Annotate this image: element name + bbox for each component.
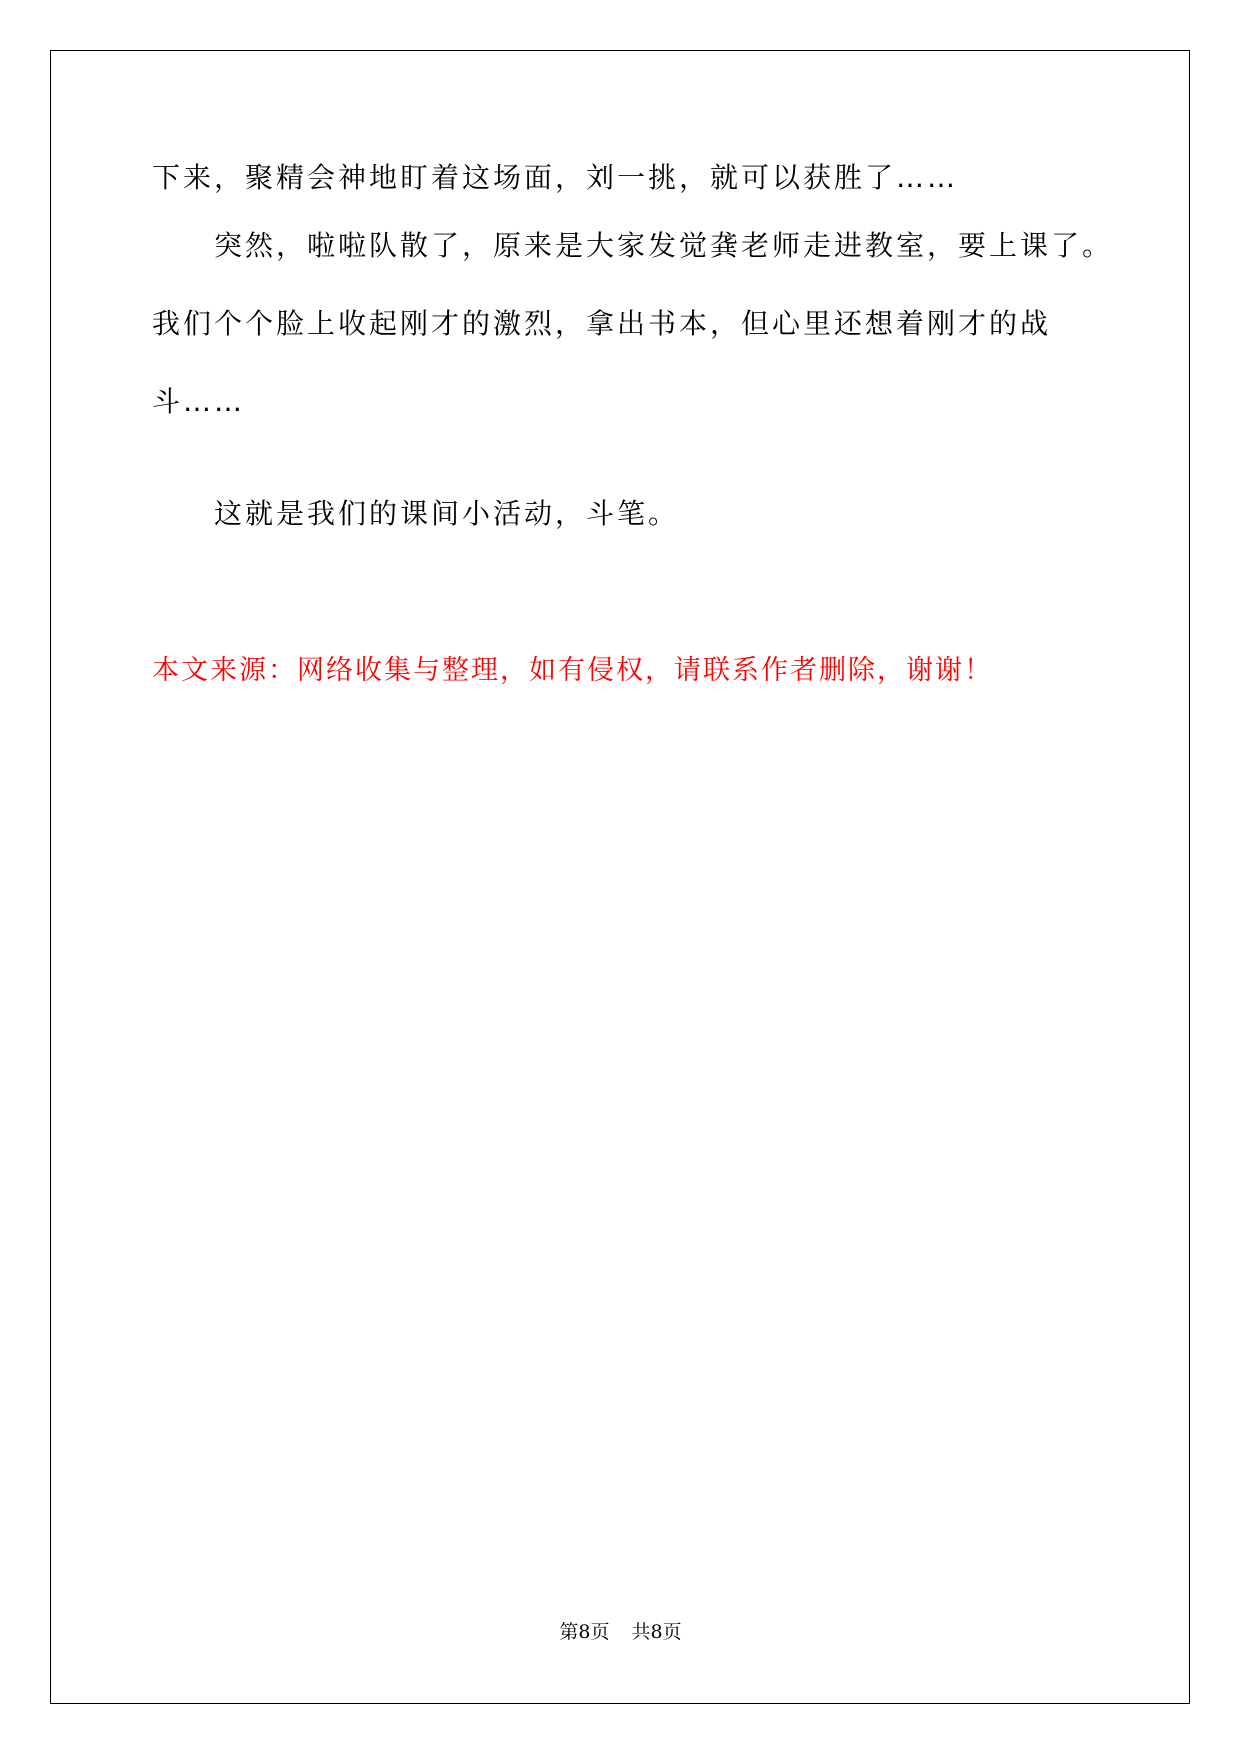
paragraph-3: 这就是我们的课间小活动，斗笔。 [214, 497, 680, 530]
paragraph-2-line-2: 我们个个脸上收起刚才的激烈，拿出书本，但心里还想着刚才的战 [152, 307, 1052, 340]
page-number: 第8页 [559, 1621, 610, 1643]
page-total: 共8页 [631, 1621, 682, 1643]
paragraph-2-line-3: 斗…… [152, 385, 246, 418]
paragraph-1: 下来，聚精会神地盯着这场面，刘一挑，就可以获胜了…… [152, 161, 959, 194]
paragraph-2 [152, 228, 1112, 462]
source-note: 本文来源：网络收集与整理，如有侵权，请联系作者删除，谢谢！ [152, 655, 993, 686]
page-footer [0, 1620, 1241, 1644]
paragraph-2-line-1: 突然，啦啦队散了，原来是大家发觉龚老师走进教室，要上课了。 [214, 229, 1114, 262]
